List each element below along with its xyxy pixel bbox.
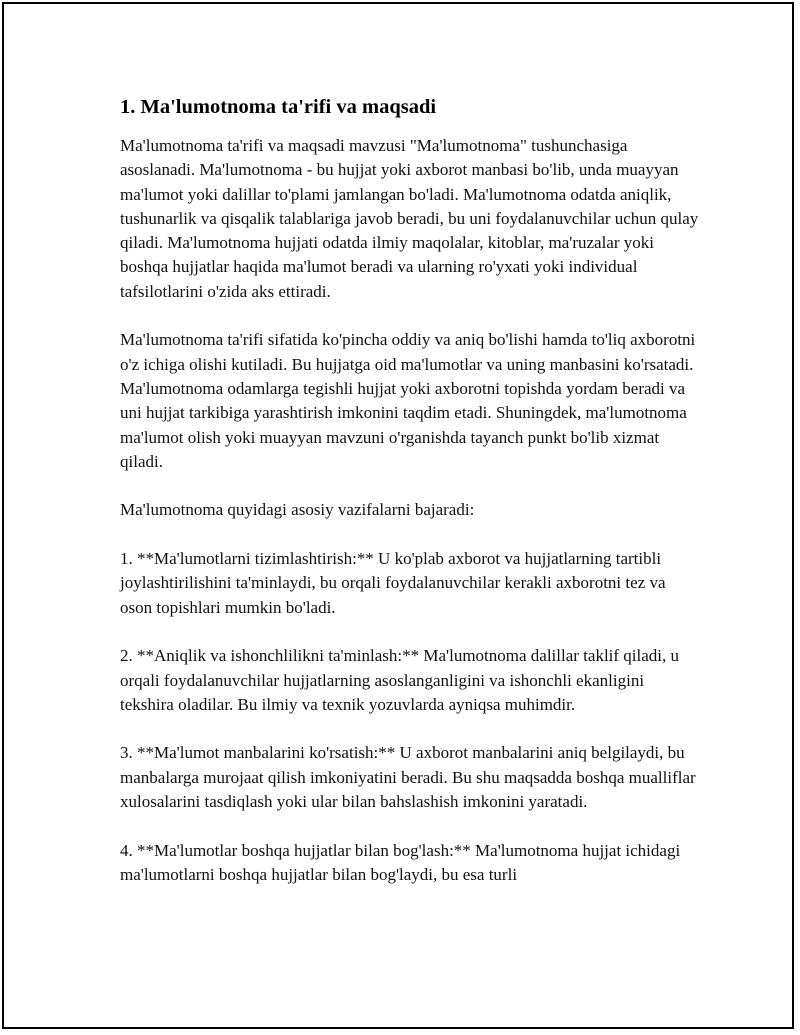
section-heading: 1. Ma'lumotnoma ta'rifi va maqsadi bbox=[120, 96, 437, 118]
document-content bbox=[120, 94, 700, 912]
list-item-function-2: 2. **Aniqlik va ishonchlilikni ta'minlash:** Ma'lumotnoma dalillar taklif qiladi, u orqali foydalanuvchilar hujjatlarning asoslanganligini va ishonchli ekanligini tekshira oladilar. Bu ilmiy va texnik yozuvlarda ayniqsa muhimdir. bbox=[120, 646, 680, 714]
paragraph-definition: Ma'lumotnoma ta'rifi va maqsadi mavzusi "Ma'lumotnoma" tushunchasiga asoslanadi. Ma'lumotnoma - bu hujjat yoki axborot manbasi bo'lib, unda muayyan ma'lumot yoki dalillar to'plami jamlangan bo'ladi. Ma'lumotnoma odatda aniqlik, tushunarlik va qisqalik talablariga javob beradi, bu uni foydalanuvchilar uchun qulay qiladi. Ma'lumotnoma hujjati odatda ilmiy maqolalar, kitoblar, ma'ruzalar yoki boshqa hujjatlar haqida ma'lumot beradi va ularning ro'yxati yoki individual tafsilotlarini o'zida aks ettiradi. bbox=[120, 136, 699, 301]
list-item-function-1: 1. **Ma'lumotlarni tizimlashtirish:** U ko'plab axborot va hujjatlarning tartibli joylashtirilishini ta'minlaydi, bu orqali foydalanuvchilar kerakli axborotni tez va oson topishlari mumkin bo'ladi. bbox=[120, 549, 666, 617]
document-page bbox=[2, 2, 794, 1029]
list-item-function-3: 3. **Ma'lumot manbalarini ko'rsatish:** U axborot manbalarini aniq belgilaydi, bu manbalarga murojaat qilish imkoniyatini beradi. Bu shu maqsadda boshqa mualliflar xulosalarini tasdiqlash yoki ular bilan bahslashish imkonini yaratadi. bbox=[120, 743, 696, 812]
paragraph-definition-detail: Ma'lumotnoma ta'rifi sifatida ko'pincha oddiy va aniq bo'lishi hamda to'liq axborotni o'z ichiga olishi kutiladi. Bu hujjatga oid ma'lumotlar va uning manbasini ko'rsatadi. Ma'lumotnoma odamlarga tegishli hujjat yoki axborotni topishda yordam beradi va uni hujjat tarkibiga yarashtirish imkonini taqdim etadi. Shuningdek, ma'lumotnoma ma'lumot olish yoki muayyan mavzuni o'rganishda tayanch punkt bo'lib xizmat qiladi. bbox=[120, 330, 696, 471]
paragraph-functions-intro: Ma'lumotnoma quyidagi asosiy vazifalarni bajaradi: bbox=[120, 500, 475, 520]
list-item-function-4: 4. **Ma'lumotlar boshqa hujjatlar bilan bog'lash:** Ma'lumotnoma hujjat ichidagi ma'lumotlarni boshqa hujjatlar bilan bog'laydi, bu esa turli bbox=[120, 840, 681, 884]
